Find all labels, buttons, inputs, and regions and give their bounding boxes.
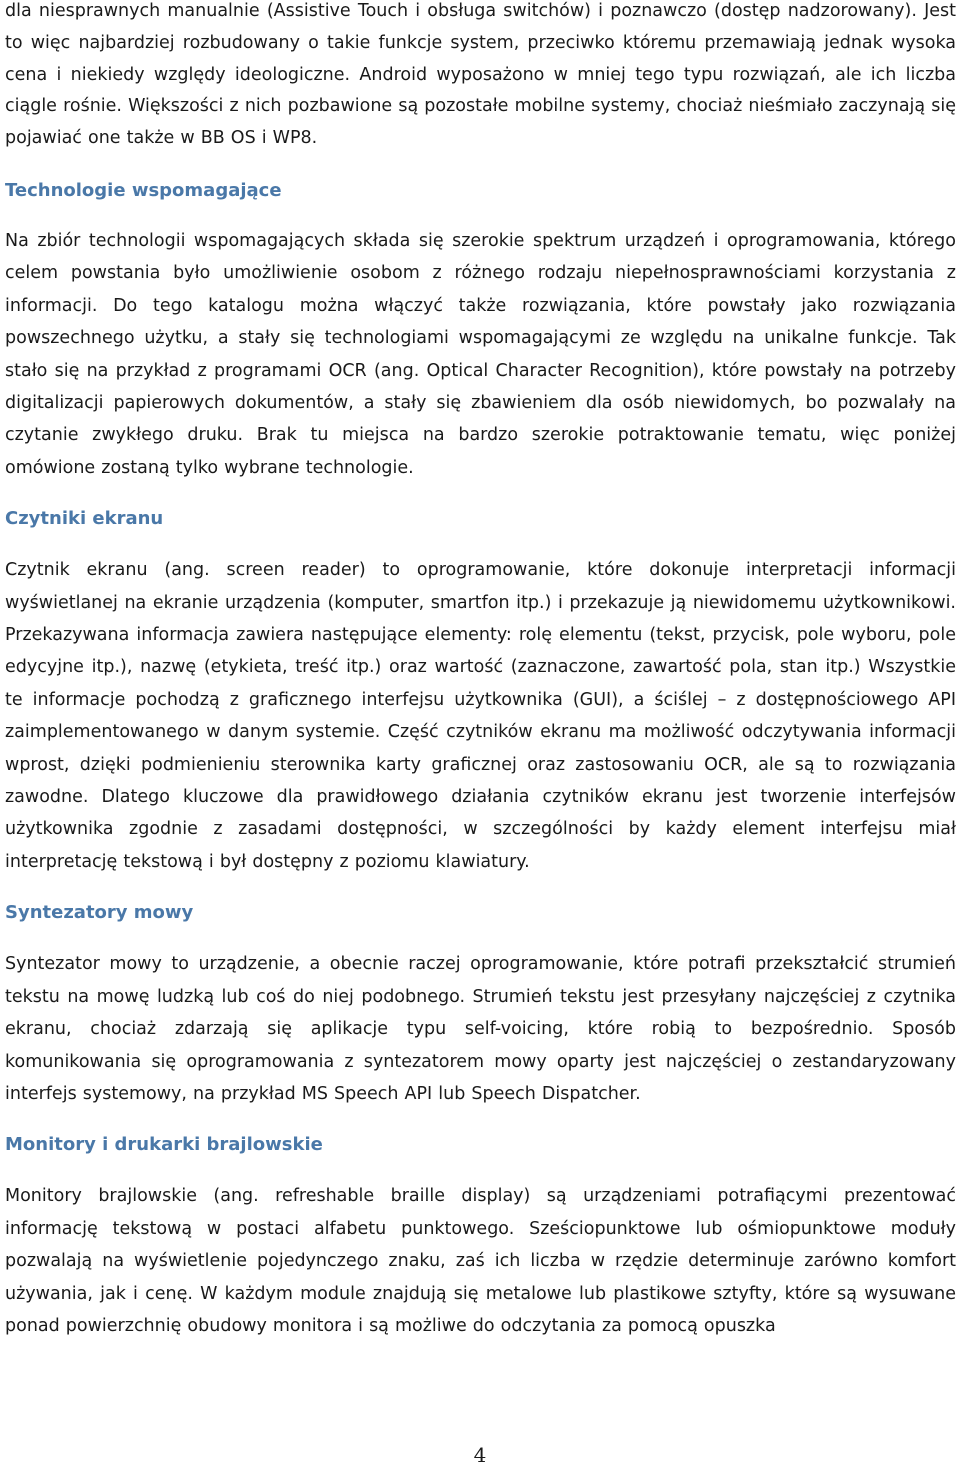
heading-monitory-drukarki-brajlowskie: Monitory i drukarki brajlowskie (5, 1134, 323, 1156)
heading-syntezatory-mowy: Syntezatory mowy (5, 902, 194, 924)
paragraph-czytniki-ekranu: Czytnik ekranu (ang. screen reader) to oprogramowanie, które dokonuje interpretacji informacji wyświetlanej na ekranie urządzenia (komputer, smartfon itp.) i przekazuje ją niewidomemu użytkownikowi. Przekazywana informacja zawiera następujące elementy: rolę elementu (tekst, przycisk, pole wyboru, pole edycyjne itp.), nazwę (etykieta, treść itp.) oraz wartość (zaznaczone, zawartość pola, stan itp.) Wszystkie te informacje pochodzą z graficznego interfejsu użytkownika (GUI), a ściślej – z dostępnościowego API zaimplementowanego w danym systemie. Część czytników ekranu ma możliwość odczytywania informacji wprost, dzięki podmienieniu sterownika karty graficznej oraz zastosowaniu OCR, ale są to rozwiązania zawodne. Dlatego kluczowe dla prawidłowego działania czytników ekranu jest tworzenie interfejsów użytkownika zgodnie z zasadami dostępności, w szczególności by każdy element interfejsu miał interpretację tekstową i był dostępny z poziomu klawiatury. (5, 560, 956, 872)
intro-paragraph: dla niesprawnych manualnie (Assistive Touch i obsługa switchów) i poznawczo (dostęp nadzorowany). Jest to więc najbardziej rozbudowany o takie funkcje system, przeciwko któremu przemawiają jednak wysoka cena i niekiedy względy ideologiczne. Android wyposażono w mniej tego typu rozwiązań, ale ich liczba ciągle rośnie. Większości z nich pozbawione są pozostałe mobilne systemy, chociaż nieśmiało zaczynają się pojawiać one także w BB OS i WP8. (5, 1, 956, 149)
heading-czytniki-ekranu: Czytniki ekranu (5, 508, 164, 530)
paragraph-syntezatory-mowy: Syntezator mowy to urządzenie, a obecnie raczej oprogramowanie, które potrafi przekształcić strumień tekstu na mowę ludzką lub coś do niej podobnego. Strumień tekstu jest przesyłany najczęściej z czytnika ekranu, chociaż zdarzają się aplikacje typu self-voicing, które robią to bezpośrednio. Sposób komunikowania się oprogramowania z syntezatorem mowy oparty jest najczęściej o zestandaryzowany interfejs systemowy, na przykład MS Speech API lub Speech Dispatcher. (5, 954, 956, 1104)
paragraph-monitory-drukarki-brajlowskie: Monitory brajlowskie (ang. refreshable braille display) są urządzeniami potrafiącymi prezentować informację tekstową w postaci alfabetu punktowego. Sześciopunktowe lub ośmiopunktowe moduły pozwalają na wyświetlenie pojedynczego znaku, zaś ich liczba w rzędzie determinuje zarówno komfort używania, jak i cenę. W każdym module znajdują się metalowe lub plastikowe sztyfty, które są wysuwane ponad powierzchnię obudowy monitora i są możliwe do odczytania za pomocą opuszka (5, 1186, 956, 1336)
heading-technologie-wspomagajace: Technologie wspomagające (5, 179, 282, 201)
page-number: 4 (473, 1443, 487, 1467)
document-page (5, 0, 956, 1342)
paragraph-technologie-wspomagajace: Na zbiór technologii wspomagających składa się szerokie spektrum urządzeń i oprogramowania, którego celem powstania było umożliwienie osobom z różnego rodzaju niepełnosprawnościami korzystania z informacji. Do tego katalogu można włączyć także rozwiązania, które powstały jako rozwiązania powszechnego użytku, a stały się technologiami wspomagającymi ze względu na unikalne funkcje. Tak stało się na przykład z programami OCR (ang. Optical Character Recognition), które powstały na potrzeby digitalizacji papierowych dokumentów, a stały się zbawieniem dla osób niewidomych, bo pozwalały na czytanie zwykłego druku. Brak tu miejsca na bardzo szerokie potraktowanie tematu, więc poniżej omówione zostaną tylko wybrane technologie. (5, 230, 956, 478)
